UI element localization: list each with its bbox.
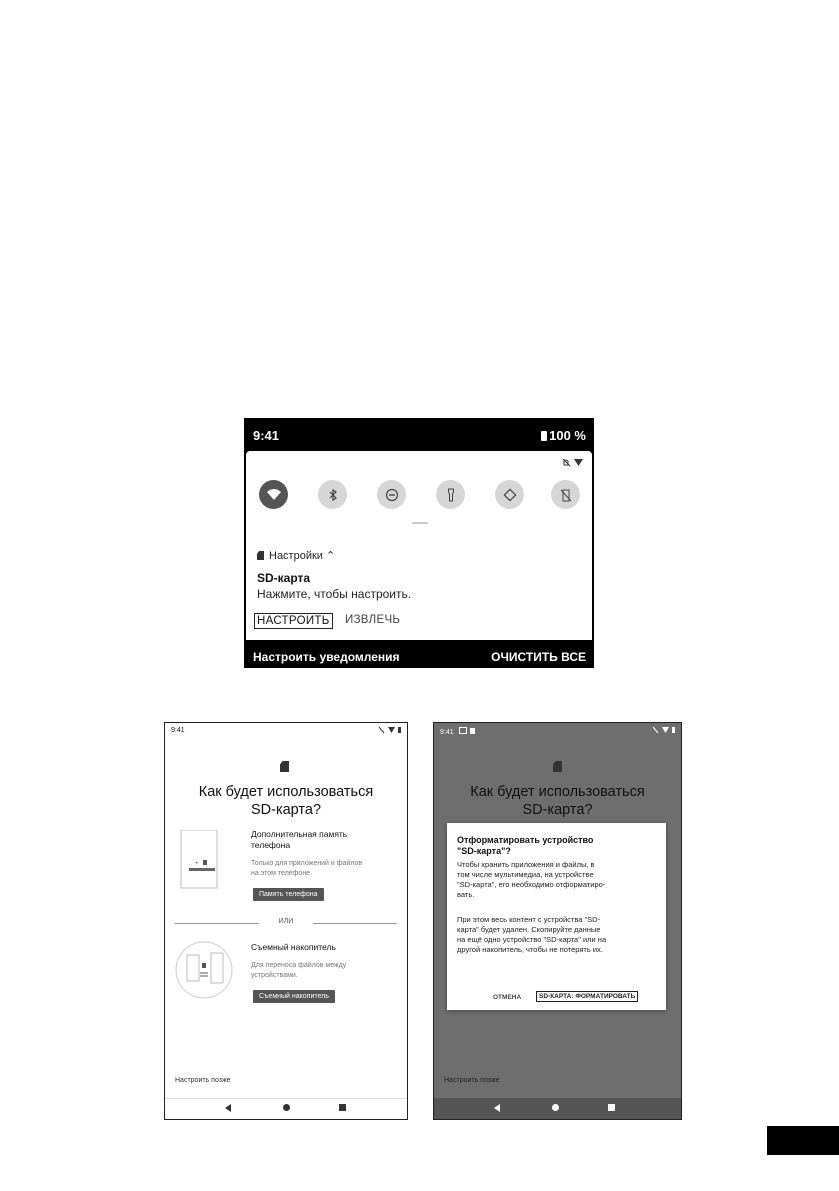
dialog-paragraph-2: При этом весь контент с устройства "SD- карта" будет удален. Скопируйте данные на ещё одно устройство "SD-карта" или на другой накопитель, чтобы не потерять их. [457,915,607,954]
portable-storage-illustration [175,941,233,999]
quick-settings-panel [246,451,592,546]
setup-later-link[interactable]: Настроить позже [175,1077,231,1084]
battery-saver-off-icon [559,488,573,502]
navigation-bar [165,1098,407,1119]
manage-notifications-link[interactable]: Настроить уведомления [253,650,400,664]
status-time: 9:41 [171,727,185,734]
image-icon [459,727,467,734]
navigation-bar [434,1098,681,1119]
portable-storage-button[interactable]: Съемный накопитель [253,990,335,1003]
battery-saver-tile[interactable] [551,480,580,509]
auto-rotate-tile[interactable] [495,480,524,509]
flashlight-tile[interactable] [436,480,465,509]
status-time: 9:41 [440,727,475,736]
clear-all-button[interactable]: ОЧИСТИТЬ ВСЕ [491,650,586,664]
sd-card-icon [280,761,289,772]
home-icon[interactable] [283,1104,290,1111]
page-title: Как будет использоваться SD-карта? [470,784,645,818]
wifi-tile[interactable] [259,480,288,509]
status-icons [378,726,402,736]
setup-later-link[interactable]: Настроить позже [444,1077,500,1084]
dnd-tile[interactable] [377,480,406,509]
setup-button[interactable]: НАСТРОИТЬ [254,613,333,629]
svg-text:+: + [195,861,199,867]
flashlight-icon [444,488,458,502]
wifi-battery-icon [652,726,676,734]
divider-right [313,923,397,924]
option-portable-description: Для переноса файлов между устройствами. [251,962,347,979]
back-icon[interactable] [225,1104,231,1112]
do-not-disturb-icon [385,488,399,502]
recents-icon[interactable] [339,1104,346,1111]
sd-card-notification[interactable] [246,540,592,640]
wifi-icon [267,488,281,502]
status-icons [652,726,676,736]
home-icon[interactable] [552,1104,559,1111]
phone-storage-illustration [173,830,228,890]
option-internal-description: Только для приложений и файлов на этом телефоне. [251,860,363,877]
sd-card-setup-screen [164,722,408,1120]
dialog-paragraph-1: Чтобы хранить приложения и файлы, в том числе мультимедиа, на устройстве "SD-карта", его необходимо отформатиро- вать. [457,860,606,899]
sd-card-icon [257,551,264,560]
page-title: Как будет использоваться SD-карта? [198,784,374,818]
back-icon[interactable] [494,1104,500,1112]
eject-button[interactable]: ИЗВЛЕЧЬ [345,614,401,626]
format-dialog-screen [433,722,682,1120]
phone-storage-button[interactable]: Память телефона [253,888,324,901]
wifi-battery-icon [378,726,402,734]
format-confirm-button[interactable]: SD-КАРТА: ФОРМАТИРОВАТЬ [536,991,638,1002]
battery-status: 100 % [541,428,586,443]
recents-icon[interactable] [608,1104,615,1111]
notification-title: SD-карта [257,571,311,585]
auto-rotate-icon [503,488,517,502]
or-label: ИЛИ [278,918,294,925]
notification-text: Нажмите, чтобы настроить. [257,587,412,601]
battery-icon [541,431,547,441]
bluetooth-icon [326,488,340,502]
dialog-title: Отформатировать устройство "SD-карта"? [457,835,594,856]
shade-drag-handle[interactable] [412,522,428,524]
page-edge-tab [767,1126,839,1155]
option-portable-heading: Съемный накопитель [251,942,336,952]
sd-card-icon [553,761,562,772]
sd-card-icon [470,728,475,734]
option-internal-heading: Дополнительная память телефона [251,829,348,850]
cancel-button[interactable]: ОТМЕНА [493,994,522,1001]
notification-shade-screenshot [244,418,594,668]
status-icons [562,458,584,470]
notification-app-header[interactable]: Настройки ⌃ [257,549,335,562]
bluetooth-tile[interactable] [318,480,347,509]
status-time: 9:41 [253,428,280,443]
format-dialog [447,823,666,1010]
mute-wifi-icon [562,458,584,467]
